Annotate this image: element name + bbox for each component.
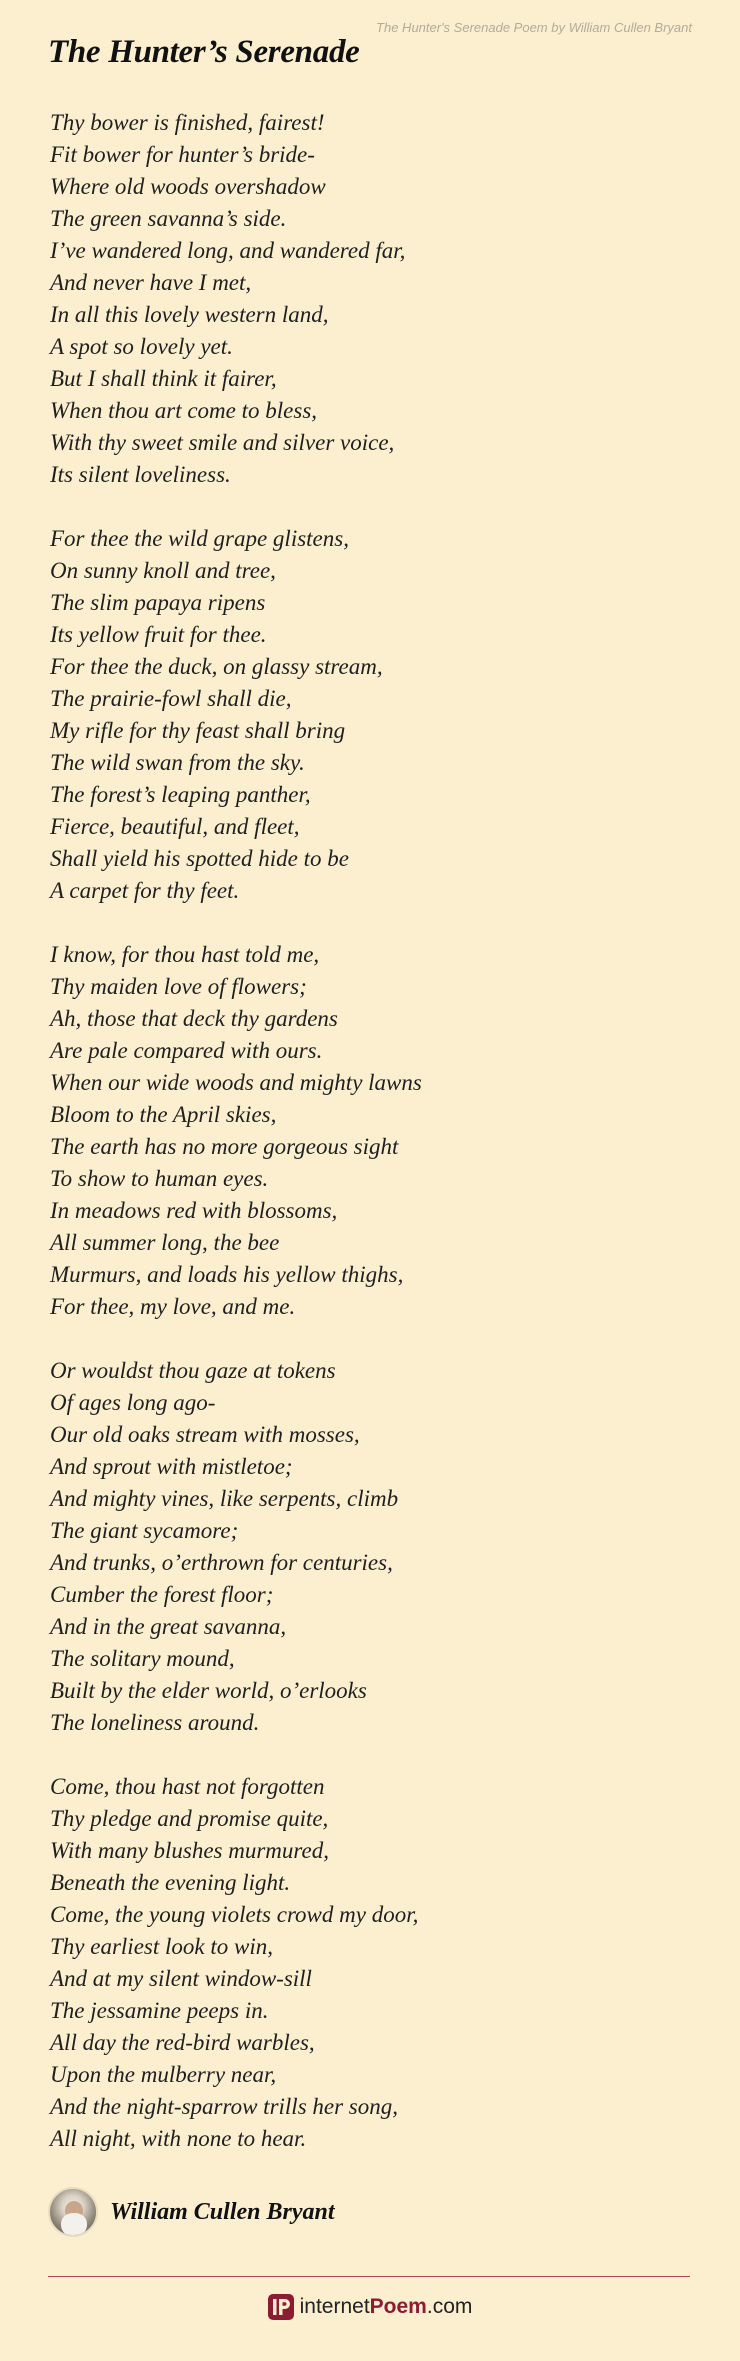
poem-line: The green savanna’s side. [50,206,287,231]
poem-line: Shall yield his spotted hide to be [50,846,349,871]
poem-line: Beneath the evening light. [50,1870,291,1895]
poem-line: Built by the elder world, o’erlooks [50,1678,367,1703]
ip-logo-icon [268,2294,294,2320]
poem-line: Come, the young violets crowd my door, [50,1902,419,1927]
poem-line: Cumber the forest floor; [50,1582,274,1607]
poem-line: Its silent loveliness. [50,462,231,487]
poem-line: Where old woods overshadow [50,174,326,199]
poem-line: In meadows red with blossoms, [50,1198,338,1223]
poem-line: Thy earliest look to win, [50,1934,273,1959]
poem-line: I’ve wandered long, and wandered far, [50,238,406,263]
poem-line: The jessamine peeps in. [50,1998,269,2023]
poem-line: For thee the wild grape glistens, [50,526,349,551]
poem-line: And never have I met, [50,270,252,295]
poem-line: Come, thou hast not forgotten [50,1774,325,1799]
poem-title: The Hunter’s Serenade [48,34,360,70]
poem-line: Thy maiden love of flowers; [50,974,307,999]
poem-line: To show to human eyes. [50,1166,269,1191]
stanza [50,939,690,1323]
poem-body [50,107,690,2187]
poem-line: My rifle for thy feast shall bring [50,718,346,743]
poem-line: A spot so lovely yet. [50,334,233,359]
poem-line: And trunks, o’erthrown for centuries, [50,1550,393,1575]
poem-line: Are pale compared with ours. [50,1038,323,1063]
poem-line: The solitary mound, [50,1646,235,1671]
poem-line: Our old oaks stream with mosses, [50,1422,360,1447]
poem-line: The slim papaya ripens [50,590,266,615]
poem-line: And at my silent window-sill [50,1966,312,1991]
stanza [50,107,690,491]
footer-brand-text [300,2295,473,2319]
poem-line: Upon the mulberry near, [50,2062,277,2087]
poem-line: Fit bower for hunter’s bride- [50,142,315,167]
author-name-link[interactable]: William Cullen Bryant [110,2198,335,2225]
avatar-beard [61,2213,87,2237]
footer-divider [48,2276,690,2277]
poem-line: The wild swan from the sky. [50,750,305,775]
poem-line: And sprout with mistletoe; [50,1454,293,1479]
poem-line: Fierce, beautiful, and fleet, [50,814,300,839]
brand-prefix: internet [299,2295,370,2318]
poem-line: For thee the duck, on glassy stream, [50,654,383,679]
stanza [50,1771,690,2155]
poem-line: And mighty vines, like serpents, climb [50,1486,399,1511]
poem-line: Thy bower is finished, fairest! [50,110,325,135]
poem-line: For thee, my love, and me. [50,1294,296,1319]
poem-line: All night, with none to hear. [50,2126,307,2151]
poem-line: The prairie-fowl shall die, [50,686,292,711]
poem-line: Bloom to the April skies, [50,1102,277,1127]
poem-line: Thy pledge and promise quite, [50,1806,329,1831]
poem-line: And the night-sparrow trills her song, [50,2094,398,2119]
poem-line: The earth has no more gorgeous sight [50,1134,399,1159]
brand-main: Poem [369,2295,427,2318]
poem-line: In all this lovely western land, [50,302,329,327]
poem-line: When our wide woods and mighty lawns [50,1070,422,1095]
stanza [50,1355,690,1739]
poem-line: All summer long, the bee [50,1230,280,1255]
poem-line: Or wouldst thou gaze at tokens [50,1358,336,1383]
header-credit: The Hunter's Serenade Poem by William Cullen Bryant [376,20,692,35]
poem-line: Its yellow fruit for thee. [50,622,267,647]
poem-line: With thy sweet smile and silver voice, [50,430,395,455]
poem-line: With many blushes murmured, [50,1838,329,1863]
author-row[interactable] [48,2187,335,2237]
poem-line: But I shall think it fairer, [50,366,277,391]
poem-line: Of ages long ago- [50,1390,216,1415]
poem-line: The forest’s leaping panther, [50,782,311,807]
stanza [50,523,690,907]
poem-line: All day the red-bird warbles, [50,2030,315,2055]
author-avatar[interactable] [48,2187,98,2237]
poem-line: On sunny knoll and tree, [50,558,276,583]
poem-line: When thou art come to bless, [50,398,318,423]
poem-line: Ah, those that deck thy gardens [50,1006,338,1031]
poem-line: The giant sycamore; [50,1518,239,1543]
poem-line: The loneliness around. [50,1710,260,1735]
poem-line: I know, for thou hast told me, [50,942,320,967]
poem-line: And in the great savanna, [50,1614,287,1639]
footer-logo[interactable] [0,2294,740,2320]
poem-line: A carpet for thy feet. [50,878,240,903]
brand-suffix: .com [426,2295,473,2318]
poem-line: Murmurs, and loads his yellow thighs, [50,1262,404,1287]
